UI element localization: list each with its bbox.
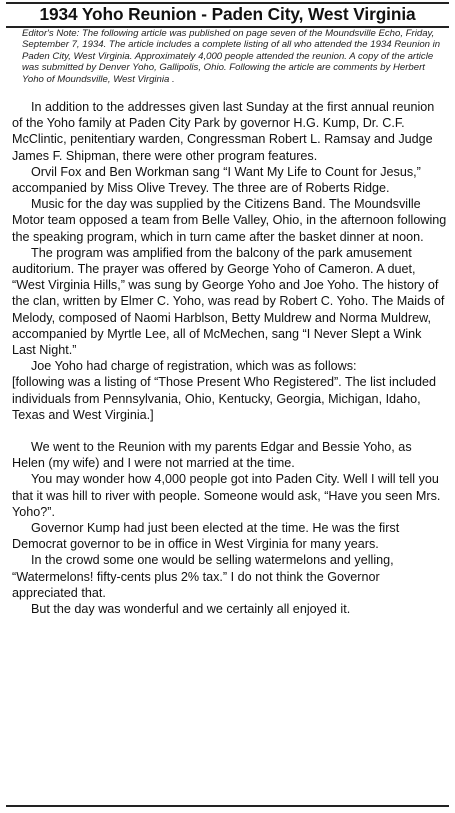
bottom-rule bbox=[6, 805, 449, 807]
section-gap bbox=[12, 423, 447, 439]
paragraph-registration: Joe Yoho had charge of registration, which was as follows: bbox=[31, 359, 357, 374]
comment-closing: But the day was wonderful and we certainly all enjoyed it. bbox=[31, 602, 351, 617]
comment-watermelons: In the crowd some one would be selling watermelons and yelling, “Watermelons! fifty-cents plus 2% tax.” I do not think the Governor appreciated that. bbox=[12, 553, 394, 600]
paragraph-music: Music for the day was supplied by the Citizens Band. The Moundsville Motor team opposed a team from Belle Valley, Ohio, in the afternoon following the speaking program, which in turn came after the basket dinner at noon. bbox=[12, 197, 447, 244]
editor-note: Editor's Note: The following article was published on page seven of the Moundsville Echo, Friday, September 7, 1934. The article includes a complete listing of all who attended the 1934 Reunion in Paden City, West Virginia. Approximately 4,000 people attended the reunion. A copy of the article was submitted by Denver Yoho, Gallipolis, Ohio. Following the article are comments by Herbert Yoho of Moundsville, West Virginia . bbox=[22, 28, 441, 85]
paragraph-singers: Orvil Fox and Ben Workman sang “I Want My Life to Count for Jesus,” accompanied by Miss Olive Trevey. The three are of Roberts Ridge. bbox=[12, 164, 421, 196]
article-body bbox=[12, 99, 447, 617]
comment-parents: We went to the Reunion with my parents Edgar and Bessie Yoho, as Helen (my wife) and I were not married at the time. bbox=[12, 440, 412, 471]
article-title: 1934 Yoho Reunion - Paden City, West Virginia bbox=[39, 4, 416, 24]
paragraph-addresses: In addition to the addresses given last Sunday at the first annual reunion of the Yoho family at Paden City Park by governor H.G. Kump, Dr. C.F. McClintic, penitentiary warden, Congressman Robert L. Ramsay and Judge James F. Shipman, there were other program features. bbox=[12, 100, 435, 163]
comment-governor: Governor Kump had just been elected at the time. He was the first Democrat governor to be in office in West Virginia for many years. bbox=[12, 521, 400, 552]
paragraph-registration-note: [following was a listing of “Those Present Who Registered”. The list included individuals from Pennsylvania, Ohio, Kentucky, Georgia, Michigan, Idaho, Texas and West Virginia.] bbox=[12, 375, 436, 422]
comment-crowd: You may wonder how 4,000 people got into Paden City. Well I will tell you that it was hill to river with people. Someone would ask, “Have you seen Mrs. Yoho?”. bbox=[12, 472, 441, 519]
paragraph-program: The program was amplified from the balcony of the park amusement auditorium. The prayer was offered by George Yoho of Cameron. A duet, “West Virginia Hills,” was sung by George Yoho and Joe Yoho. The history of the clan, written by Elmer C. Yoho, was read by Robert C. Yoho. The Maids of Melody, composed of Naomi Harblson, Betty Muldrew and Norma Muldrew, accompanied by Myrtle Lee, all of McMechen, sang “I Never Slept a Wink Last Night.” bbox=[12, 245, 445, 358]
